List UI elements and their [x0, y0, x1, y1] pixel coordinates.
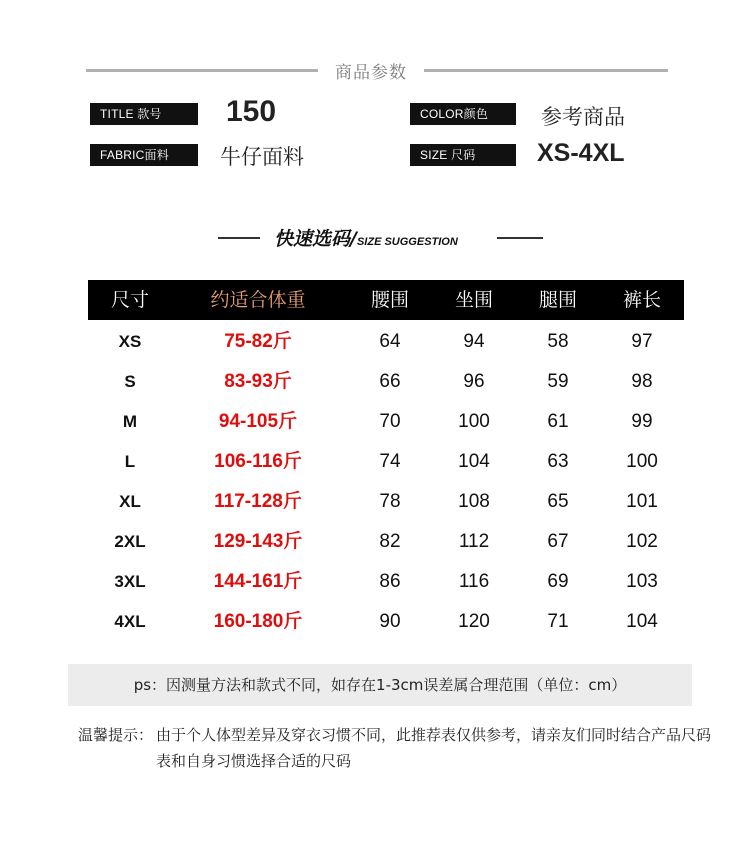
header-waist: 腰围	[370, 289, 409, 311]
cell-weight: 83-93斤	[224, 371, 292, 392]
cell-length: 104	[626, 611, 658, 632]
cell-size: M	[122, 412, 138, 431]
cell-size: 3XL	[114, 572, 146, 591]
suggestion-title-en: SIZE SUGGESTION	[356, 236, 458, 248]
cell-waist: 70	[379, 411, 401, 432]
header-hip: 坐围	[454, 289, 493, 311]
table-row	[88, 602, 684, 642]
cell-hip: 116	[458, 571, 490, 592]
cell-waist: 82	[379, 531, 401, 552]
params-divider-left	[86, 69, 318, 72]
cell-weight: 106-116斤	[214, 451, 302, 472]
table-row	[88, 522, 684, 562]
tag-color: COLOR颜色	[410, 103, 516, 125]
cell-hip: 108	[458, 491, 490, 512]
cell-waist: 78	[379, 491, 401, 512]
cell-length: 100	[626, 451, 658, 472]
cell-hip: 104	[458, 451, 490, 472]
cell-waist: 86	[379, 571, 401, 592]
cell-size: L	[124, 452, 136, 471]
cell-length: 102	[626, 531, 658, 552]
cell-thigh: 65	[547, 491, 569, 512]
cell-length: 98	[631, 371, 653, 392]
ps-note-box	[68, 664, 692, 706]
value-size: XS-4XL	[537, 139, 625, 167]
params-title: 商品参数	[335, 63, 407, 83]
cell-waist: 64	[379, 331, 401, 352]
table-row	[88, 562, 684, 602]
cell-thigh: 67	[547, 531, 569, 552]
header-thigh: 腿围	[538, 289, 577, 311]
cell-thigh: 58	[547, 331, 569, 352]
size-table-header	[88, 280, 684, 320]
cell-hip: 120	[458, 611, 490, 632]
cell-hip: 96	[463, 371, 485, 392]
tip-body: 由于个人体型差异及穿衣习惯不同，此推荐表仅供参考，请亲友们同时结合产品尺码表和自身习惯选择合适的尺码	[156, 726, 712, 770]
tip-label: 温馨提示：	[78, 726, 154, 744]
cell-weight: 75-82斤	[224, 331, 292, 352]
tag-fabric: FABRIC面料	[90, 144, 198, 166]
value-fabric: 牛仔面料	[220, 145, 304, 169]
cell-size: 2XL	[114, 532, 146, 551]
cell-weight: 94-105斤	[218, 411, 298, 432]
params-divider-right	[424, 69, 668, 72]
cell-thigh: 61	[547, 411, 569, 432]
tag-size: SIZE 尺码	[410, 144, 516, 166]
header-weight: 约适合体重	[210, 289, 306, 311]
suggestion-dash-right	[497, 237, 543, 239]
cell-size: S	[124, 372, 136, 391]
cell-thigh: 63	[547, 451, 569, 472]
table-row	[88, 442, 684, 482]
cell-size: 4XL	[114, 612, 146, 631]
cell-thigh: 59	[547, 371, 569, 392]
cell-hip: 94	[463, 331, 485, 352]
cell-waist: 90	[379, 611, 401, 632]
cell-length: 101	[626, 491, 658, 512]
header-length: 裤长	[622, 289, 661, 311]
suggestion-title-cn: 快速选码/	[274, 228, 357, 250]
table-row	[88, 362, 684, 402]
cell-waist: 74	[379, 451, 401, 472]
tag-title: TITLE 款号	[90, 103, 198, 125]
value-color: 参考商品	[541, 105, 625, 129]
cell-thigh: 71	[547, 611, 569, 632]
suggestion-title	[274, 224, 458, 251]
ps-note: ps：因测量方法和款式不同，如存在1-3cm误差属合理范围（单位：cm）	[133, 676, 627, 694]
cell-hip: 112	[458, 531, 490, 552]
suggestion-dash-left	[218, 237, 260, 239]
cell-thigh: 69	[547, 571, 569, 592]
cell-hip: 100	[458, 411, 490, 432]
cell-size: XL	[119, 492, 141, 511]
cell-weight: 129-143斤	[213, 531, 303, 552]
cell-weight: 160-180斤	[213, 611, 303, 632]
cell-length: 103	[626, 571, 658, 592]
cell-waist: 66	[379, 371, 401, 392]
table-row	[88, 482, 684, 522]
cell-length: 97	[631, 331, 653, 352]
cell-length: 99	[631, 411, 653, 432]
header-size: 尺寸	[110, 289, 149, 311]
cell-weight: 144-161斤	[213, 571, 303, 592]
cell-size: XS	[118, 332, 142, 351]
value-title: 150	[226, 95, 277, 128]
cell-weight: 117-128斤	[214, 491, 302, 512]
table-row	[88, 402, 684, 442]
table-row	[88, 322, 684, 362]
